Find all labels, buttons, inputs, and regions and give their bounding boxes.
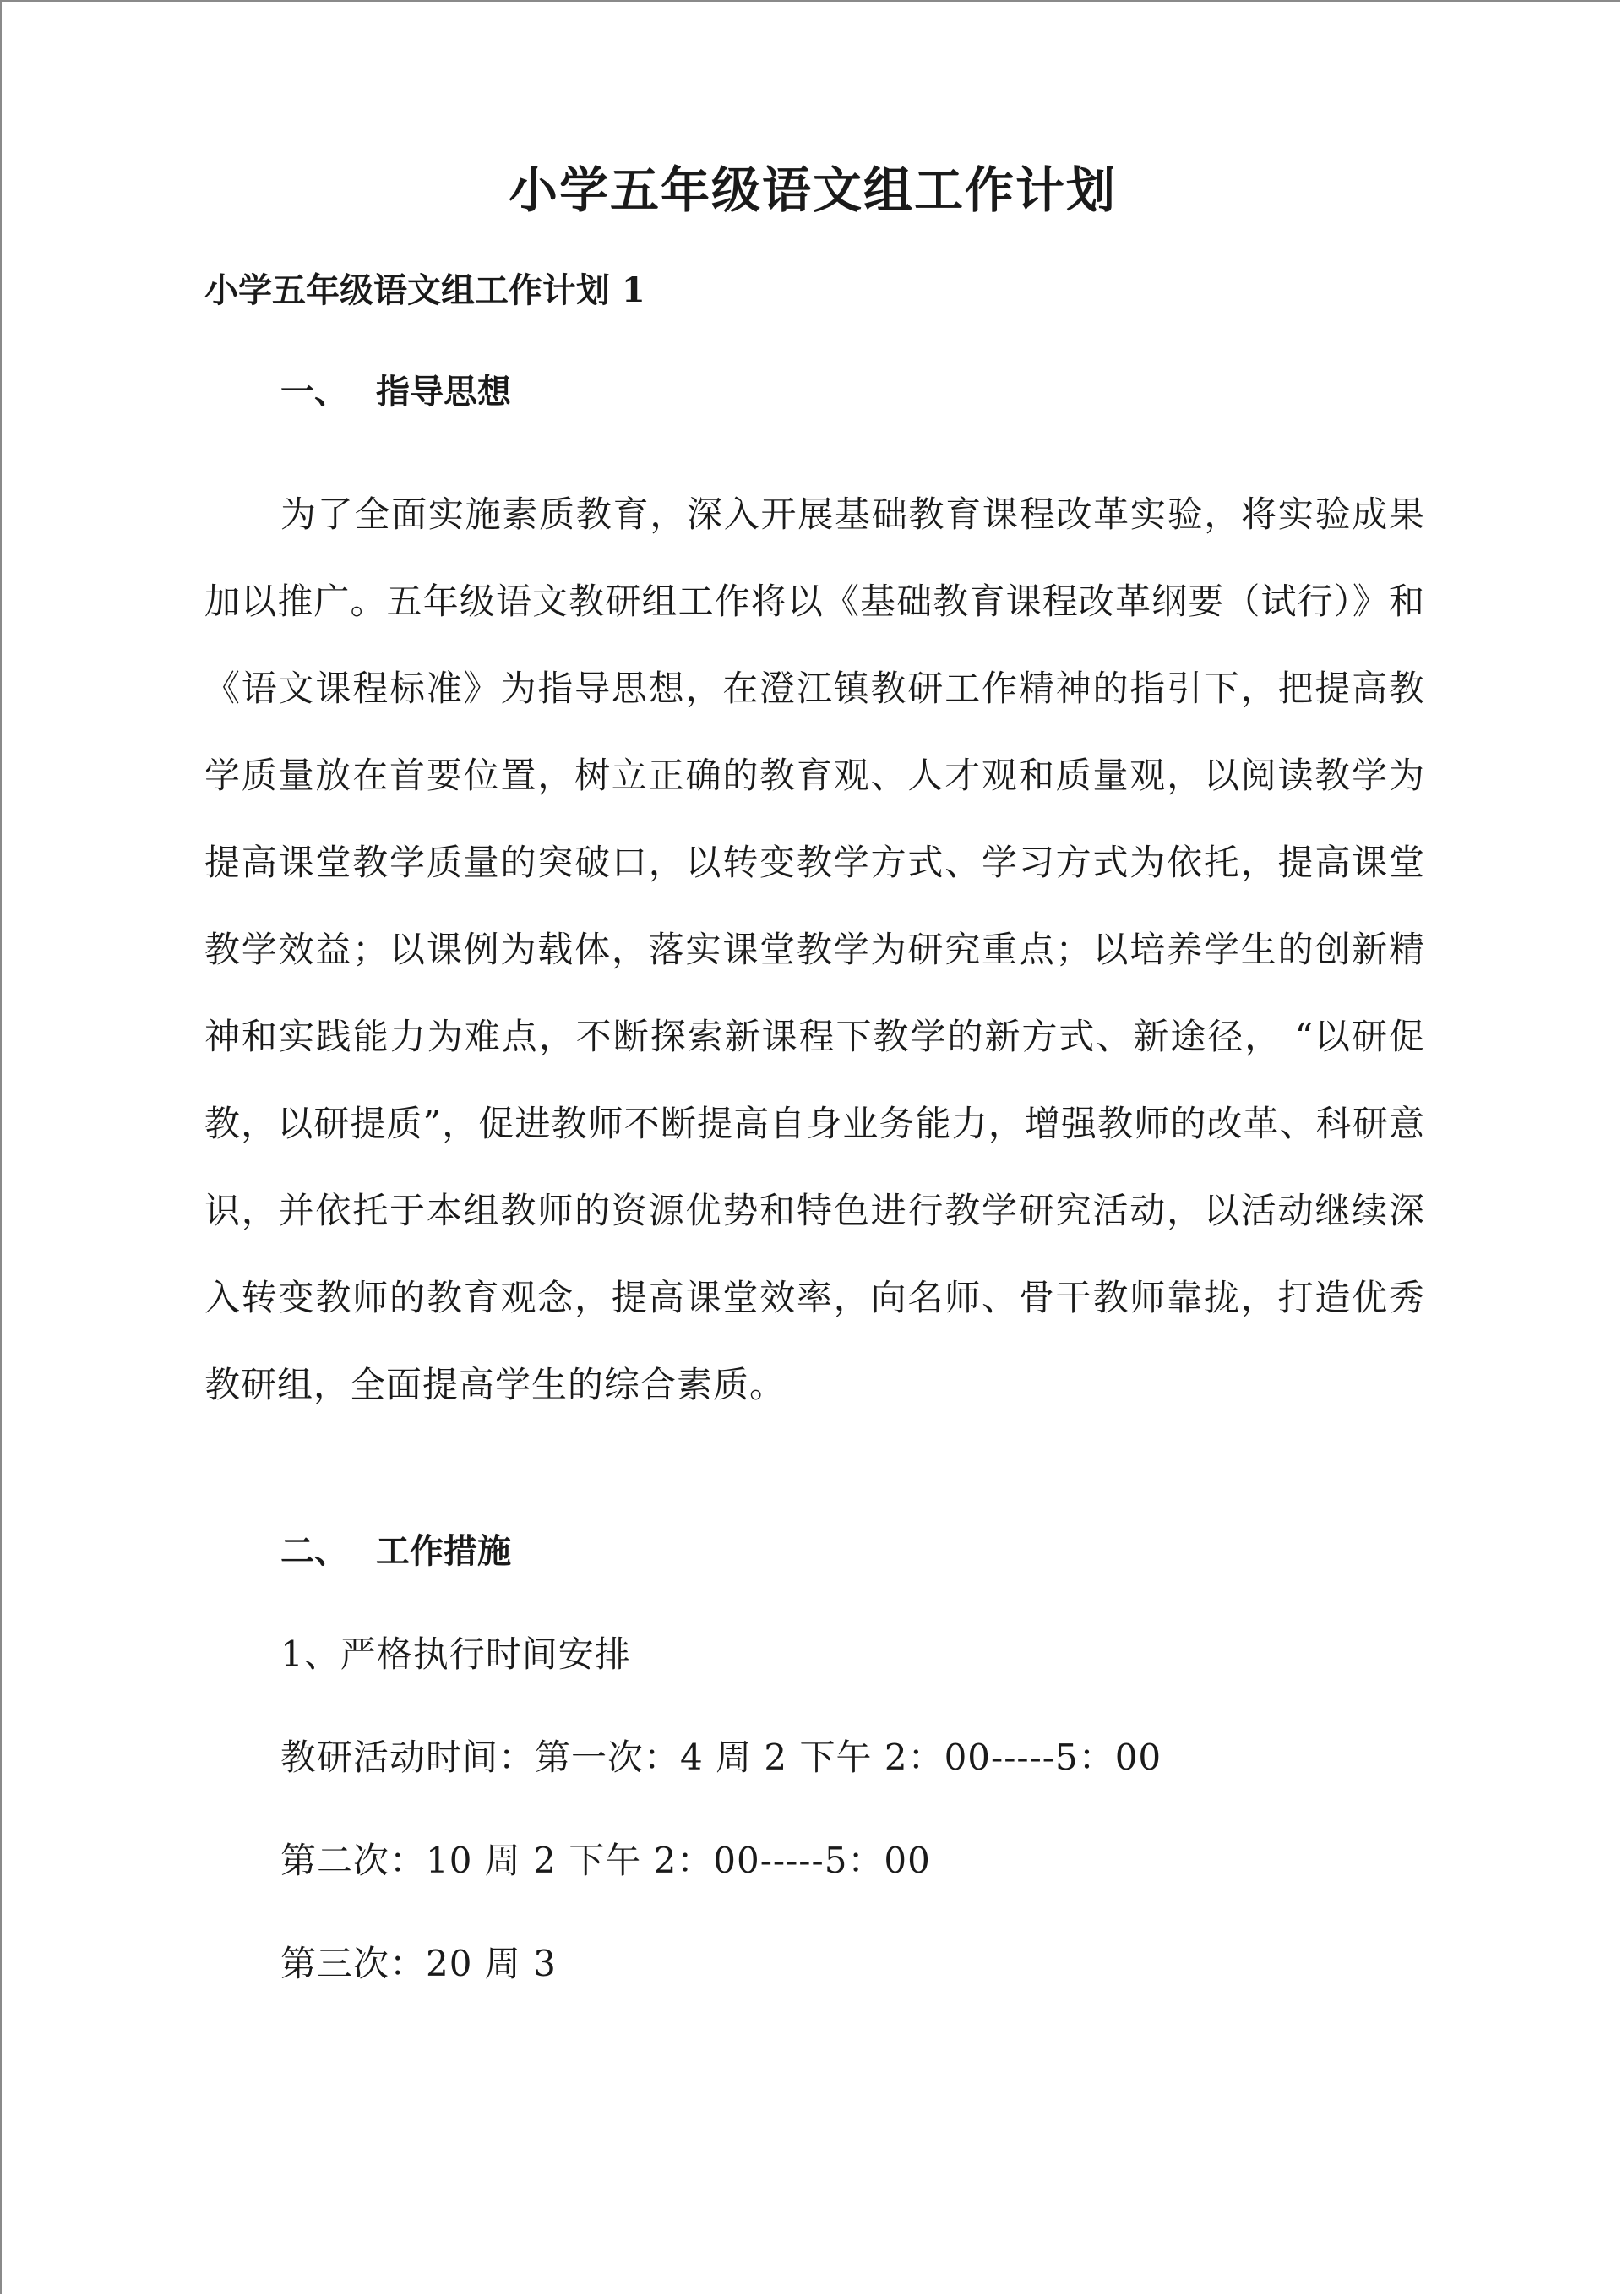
document-title: 小学五年级语文组工作计划: [508, 161, 1117, 219]
section-heading-2: [280, 1529, 511, 1574]
paragraph-guiding-ideology: 为了全面实施素质教育，深入开展基础教育课程改革实验，将实验成果加以推广。五年级语文教研组工作将以《基础教育课程改革纲要（试行）》和《语文课程标准》为指导思想，在澄江镇教研工作精神的指引下，把提高教学质量放在首要位置，树立正确的教育观、人才观和质量观，以阅读教学为提高课堂教学质量的突破口，以转变教学方式、学习方式为依托，提高课堂教学效益；以课例为载体，落实课堂教学为研究重点；以培养学生的创新精神和实践能力为难点，不断探索新课程下教学的新方式、新途径， “以研促教，以研提质”，促进教师不断提高自身业务能力，增强教师的改革、科研意识，并依托于本组教师的资源优势和特色进行教学研究活动，以活动继续深入转变教师的教育观念，提高课堂效率，向名师、骨干教师靠拢，打造优秀教研组，全面提高学生的综合素质。: [204, 494, 1425, 1405]
section-number-2: 二、: [280, 1531, 348, 1571]
section-title-2: 工作措施: [376, 1531, 511, 1571]
section-heading-1: [280, 369, 511, 415]
section-number-1: 一、: [280, 372, 348, 412]
schedule-line-3: 第三次：20 周 3: [280, 1943, 557, 1984]
schedule-line-2: 第二次：10 周 2 下午 2：00-----5：00: [280, 1840, 931, 1881]
document-subtitle: 小学五年级语文组工作计划 1: [204, 270, 645, 310]
schedule-line-1: 教研活动时间：第一次：4 周 2 下午 2：00-----5：00: [280, 1737, 1162, 1778]
section-title-1: 指导思想: [376, 372, 511, 412]
list-item-1: 1、严格执行时间安排: [280, 1633, 631, 1675]
